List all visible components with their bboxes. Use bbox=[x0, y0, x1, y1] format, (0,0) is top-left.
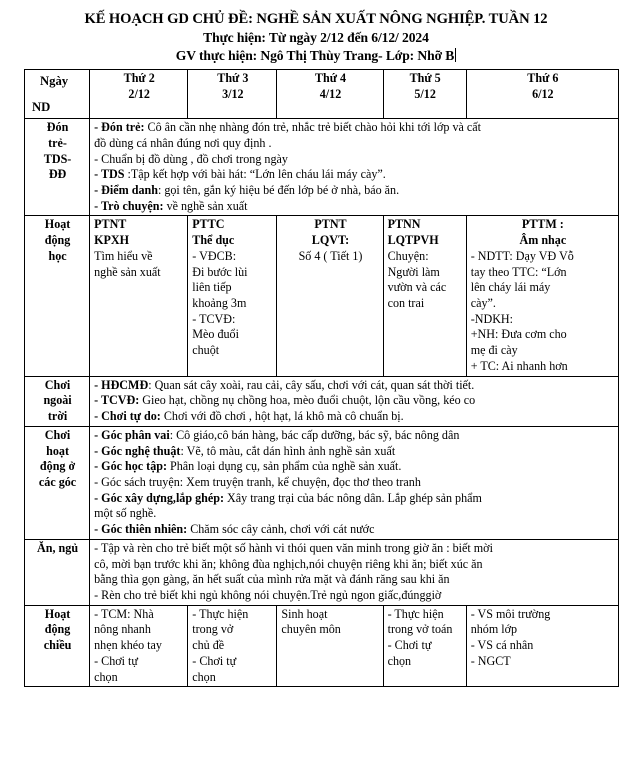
content-line: - Góc thiên nhiên: Chăm sóc cây cảnh, chơi với cát nước bbox=[94, 522, 375, 537]
table-row-meal-sleep bbox=[25, 539, 619, 605]
header-day-date: 3/12 bbox=[222, 86, 244, 101]
row-content-choi-ngoai-troi bbox=[90, 376, 619, 426]
content-line: - Góc học tập: Phân loại dụng cụ, sản phẩm của nghề sản xuất. bbox=[94, 459, 402, 474]
content-line: đồ dùng cá nhân đúng nơi quy định . bbox=[94, 135, 272, 150]
afternoon-cell-wed: Sinh hoạt chuyên môn bbox=[277, 605, 383, 687]
content-line: - Trò chuyện: về nghề sản xuất bbox=[94, 198, 248, 213]
content-line: - Điểm danh: gọi tên, gắn ký hiệu bé đến lớp bé ở nhà, báo ăn. bbox=[94, 183, 400, 197]
document-header bbox=[0, 0, 632, 65]
header-day-date: 5/12 bbox=[414, 86, 436, 101]
text-cursor bbox=[455, 48, 456, 62]
column-header-tue bbox=[188, 70, 277, 119]
table-header-row bbox=[25, 70, 619, 119]
row-label-an-ngu: Ăn, ngủ bbox=[25, 539, 90, 605]
document-subtitle-dates: Thực hiện: Từ ngày 2/12 đến 6/12/ 2024 bbox=[203, 30, 429, 46]
content-line: - Chuẩn bị đồ dùng , đồ chơi trong ngày bbox=[94, 151, 288, 166]
table-row-welcome bbox=[25, 119, 619, 216]
column-header-thu bbox=[383, 70, 466, 119]
document-subtitle-teacher bbox=[0, 47, 632, 65]
weekly-plan-table bbox=[24, 69, 619, 687]
content-line: - Góc xây dựng,lắp ghép: Xây trang trại của bác nông dân. Lắp ghép sản phẩm bbox=[94, 490, 482, 505]
corner-label-content: ND bbox=[32, 99, 51, 114]
afternoon-cell-thu: - Thực hiện trong vở toán - Chơi tự chọn bbox=[383, 605, 466, 687]
content-line: - Đón trẻ: Cô ân cần nhẹ nhàng đón trẻ, nhắc trẻ biết chào hỏi khi tới lớp và cất bbox=[94, 120, 482, 135]
column-header-fri bbox=[466, 70, 618, 119]
content-line: - Chơi tự do: Chơi với đồ chơi , hột hạt, lá khô mà cô chuẩn bị. bbox=[94, 409, 404, 424]
content-line: - HĐCMĐ: Quan sát cây xoài, rau cải, cây sấu, chơi với cát, quan sát thời tiết. bbox=[94, 377, 475, 392]
row-label-choi-ngoai-troi: Chơi ngoài trời bbox=[25, 376, 90, 426]
row-label-hoat-dong-hoc: Hoạt động học bbox=[25, 216, 90, 376]
header-day-date: 6/12 bbox=[532, 86, 554, 101]
corner-cell bbox=[25, 70, 90, 119]
teacher-text: GV thực hiện: Ngô Thị Thùy Trang- Lớp: Nhỡ B bbox=[175, 48, 455, 64]
content-line: - Góc nghệ thuật: Vẽ, tô màu, cắt dán hình ảnh nghề sản xuất bbox=[94, 443, 396, 458]
content-line: - Rèn cho trẻ biết khi ngủ không nói chuyện.Trẻ ngủ ngon giấc,đúnggiờ bbox=[94, 587, 442, 602]
table-row-corners bbox=[25, 426, 619, 539]
lesson-cell-wed: PTNT LQVT: Số 4 ( Tiết 1) bbox=[277, 216, 383, 376]
content-line: - Góc sách truyện: Xem truyện tranh, kể chuyện, đọc thơ theo tranh bbox=[94, 474, 421, 489]
content-line: - TCVĐ: Gieo hạt, chồng nụ chồng hoa, mèo đuổi chuột, lộn cầu vồng, kéo co bbox=[94, 393, 476, 408]
content-line: - Tập và rèn cho trẻ biết một số hành vi thói quen văn minh trong giờ ăn : biết mời bbox=[94, 540, 493, 555]
row-content-don-tre bbox=[90, 119, 619, 216]
header-day-name: Thứ 5 bbox=[409, 71, 441, 86]
afternoon-cell-tue: - Thực hiện trong vở chủ đề - Chơi tự chọn bbox=[188, 605, 277, 687]
table-row-lessons bbox=[25, 216, 619, 376]
row-label-hoat-dong-chieu: Hoạt động chiều bbox=[25, 605, 90, 687]
column-header-wed bbox=[277, 70, 383, 119]
lesson-cell-thu: PTNN LQTPVH Chuyện: Người làm vườn và các con trai bbox=[383, 216, 466, 376]
lesson-cell-tue: PTTC Thể dục - VĐCB: Đi bước lùi liên tiếp khoảng 3m - TCVĐ: Mèo đuổi chuột bbox=[188, 216, 277, 376]
afternoon-cell-mon: - TCM: Nhà nông nhanh nhẹn khéo tay - Chơi tự chọn bbox=[90, 605, 188, 687]
header-day-name: Thứ 2 bbox=[123, 71, 155, 86]
table-row-afternoon bbox=[25, 605, 619, 687]
content-line: - TDS :Tập kết hợp với bài hát: “Lớn lên cháu lái máy cày”. bbox=[94, 167, 386, 182]
content-line: - Góc phân vai: Cô giáo,cô bán hàng, bác cấp dưỡng, bác sỹ, bác nông dân bbox=[94, 427, 460, 442]
table-row-outdoor bbox=[25, 376, 619, 426]
header-day-date: 4/12 bbox=[319, 86, 342, 101]
afternoon-cell-fri: - VS môi trường nhóm lớp - VS cá nhân - NGCT bbox=[466, 605, 618, 687]
row-content-choi-goc bbox=[90, 426, 619, 539]
row-label-don-tre: Đón trẻ- TDS- ĐĐ bbox=[25, 119, 90, 216]
content-line: cô, mời bạn trước khi ăn; không đùa nghịch,nói chuyện riêng khi ăn; biết xúc ăn bbox=[94, 556, 483, 571]
document-title: KẾ HOẠCH GD CHỦ ĐỀ: NGHỀ SẢN XUẤT NÔNG NGHIỆP. TUẦN 12 bbox=[84, 11, 548, 27]
lesson-cell-fri: PTTM : Âm nhạc - NDTT: Dạy VĐ Vỗ tay theo TTC: “Lớn lên cháy lái máy cày”. -NDKH: +NH: Đưa cơm cho mẹ đi cày + TC: Ai nhanh hơn bbox=[466, 216, 618, 376]
header-day-name: Thứ 3 bbox=[217, 71, 249, 86]
content-line: bằng thìa gọn gàng, ăn hết suất của mình rửa mặt và đánh răng sau khi ăn bbox=[94, 572, 450, 587]
row-label-choi-goc: Chơi hoạt động ở các góc bbox=[25, 426, 90, 539]
corner-label-day: Ngày bbox=[39, 74, 69, 89]
lesson-cell-mon: PTNT KPXH Tìm hiểu về nghề sản xuất bbox=[90, 216, 188, 376]
header-day-date: 2/12 bbox=[128, 86, 150, 101]
column-header-mon bbox=[90, 70, 188, 119]
row-content-an-ngu bbox=[90, 539, 619, 605]
header-day-name: Thứ 4 bbox=[314, 71, 347, 86]
header-day-name: Thứ 6 bbox=[527, 71, 559, 86]
content-line: một số nghề. bbox=[94, 506, 157, 521]
